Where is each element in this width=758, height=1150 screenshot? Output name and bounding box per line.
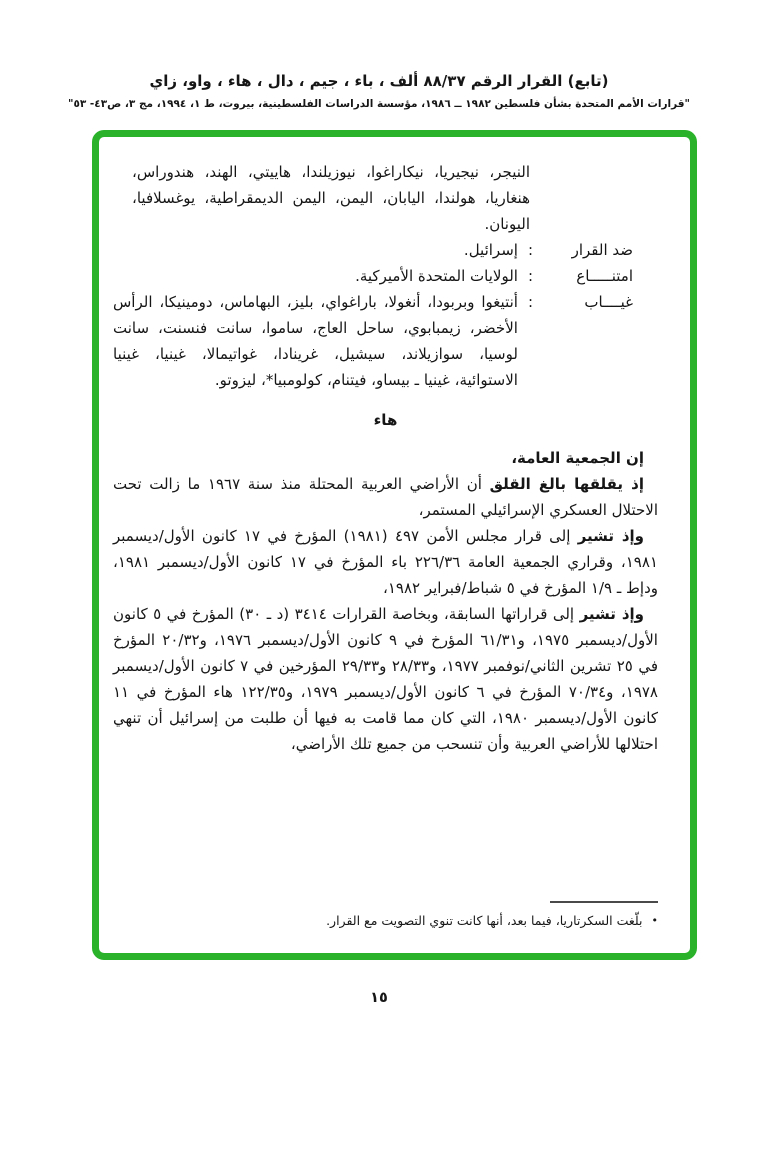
preamble-intro: إن الجمعية العامة، — [511, 449, 644, 467]
content-frame — [92, 130, 697, 960]
footnote-area — [113, 901, 658, 929]
absent-label: غيــــاب — [584, 293, 633, 311]
preambular-paragraph — [113, 523, 658, 601]
in-favour-countries-continuation: النيجر، نيجيريا، نيكاراغوا، نيوزيلندا، هاييتي، الهند، هندوراس، هنغاريا، هولندا، اليابان، اليمن، اليمن الديمقراطية، يوغسلافيا، اليونان. — [132, 163, 530, 233]
section-heading: هاء — [373, 411, 398, 429]
against-label: ضد القرار — [571, 241, 633, 259]
preambular-paragraph — [113, 471, 658, 523]
abstain-label: امتنـــــاع — [576, 267, 633, 285]
abstain-value: الولايات المتحدة الأميركية. — [355, 267, 518, 285]
paragraph-lead: وإذ تشير — [579, 605, 644, 623]
paragraph-lead: إذ يقلقها بالغ القلق — [489, 475, 645, 493]
paragraph-body: أن الأراضي العربية المحتلة منذ سنة ١٩٦٧ ما زالت تحت الاحتلال العسكري الإسرائيلي المستمر، — [113, 475, 658, 519]
paragraph-body: إلى قرار مجلس الأمن ٤٩٧ (١٩٨١) المؤرخ في ١٧ كانون الأول/ديسمبر ١٩٨١، وقراري الجمعية العامة ٢٢٦/٣٦ باء المؤرخ في ١٧ كانون الأول/ديسمبر ١٩٨١، ودإط ـ ١/٩ المؤرخ في ٥ شباط/فبراير ١٩٨٢، — [113, 527, 658, 597]
vote-row-against — [113, 237, 633, 263]
document-page — [0, 72, 758, 1150]
paragraph-lead: وإذ تشير — [577, 527, 644, 545]
preambular-paragraph — [113, 601, 658, 757]
footnote-text: بلّغت السكرتاريا، فيما بعد، أنها كانت تنوي التصويت مع القرار. — [326, 913, 643, 928]
colon-separator: : — [527, 241, 533, 259]
footnote-separator-rule — [550, 901, 658, 903]
against-value: إسرائيل. — [463, 241, 518, 259]
colon-separator: : — [527, 267, 533, 285]
vote-row-abstain — [113, 263, 633, 289]
page-number: ١٥ — [370, 990, 388, 1006]
vote-row-absent — [113, 289, 633, 393]
source-reference: "قرارات الأمم المتحدة بشأن فلسطين ١٩٨٢ ــ ١٩٨٦، مؤسسة الدراسات الفلسطينية، بيروت، ط ١، ١٩٩٤، مج ٣، ص٤٣- ٥٣" — [67, 98, 691, 110]
footnote-bullet-marker: • — [651, 914, 658, 927]
resolution-title: (تابع) القرار الرقم ٨٨/٣٧ ألف ، باء ، جيم ، دال ، هاء ، واو، زاي — [149, 72, 609, 90]
footnote — [113, 912, 658, 929]
paragraph-body: إلى قراراتها السابقة، وبخاصة القرارات ٣٤١٤ (د ـ ٣٠) المؤرخ في ٥ كانون الأول/ديسمبر ١٩٧٥، و٦١/٣١ المؤرخ في ٩ كانون الأول/ديسمبر ١٩٧٦، و٢٠/٣٢ المؤرخ في ٢٥ تشرين الثاني/نوفمبر ١٩٧٧، و٢٨/٣٣ و٢٩/٣٣ المؤرخين في ٧ كانون الأول/ديسمبر ١٩٧٨، و٧٠/٣٤ المؤرخ في ٦ كانون الأول/ديسمبر ١٩٧٩، و١٢٢/٣٥ هاء المؤرخ في ١١ كانون الأول/ديسمبر ١٩٨٠، التي كان مما قامت به فيها أن طلبت من إسرائيل أن تنهي احتلالها للأراضي العربية وأن تنسحب من جميع تلك الأراضي، — [113, 605, 658, 753]
absent-countries-list: أنتيغوا وبربودا، أنغولا، باراغواي، بليز، البهاماس، دومينيكا، الرأس الأخضر، زيمبابوي، ساحل العاج، ساموا، سانت فنسنت، سانت لوسيا، سوازيلاند، سيشيل، غرينادا، غواتيمالا، غينيا، غينيا الاستوائية، غينيا ـ بيساو، فيتنام، كولومبيا*، ليزوتو. — [113, 293, 518, 389]
colon-separator: : — [527, 293, 533, 311]
